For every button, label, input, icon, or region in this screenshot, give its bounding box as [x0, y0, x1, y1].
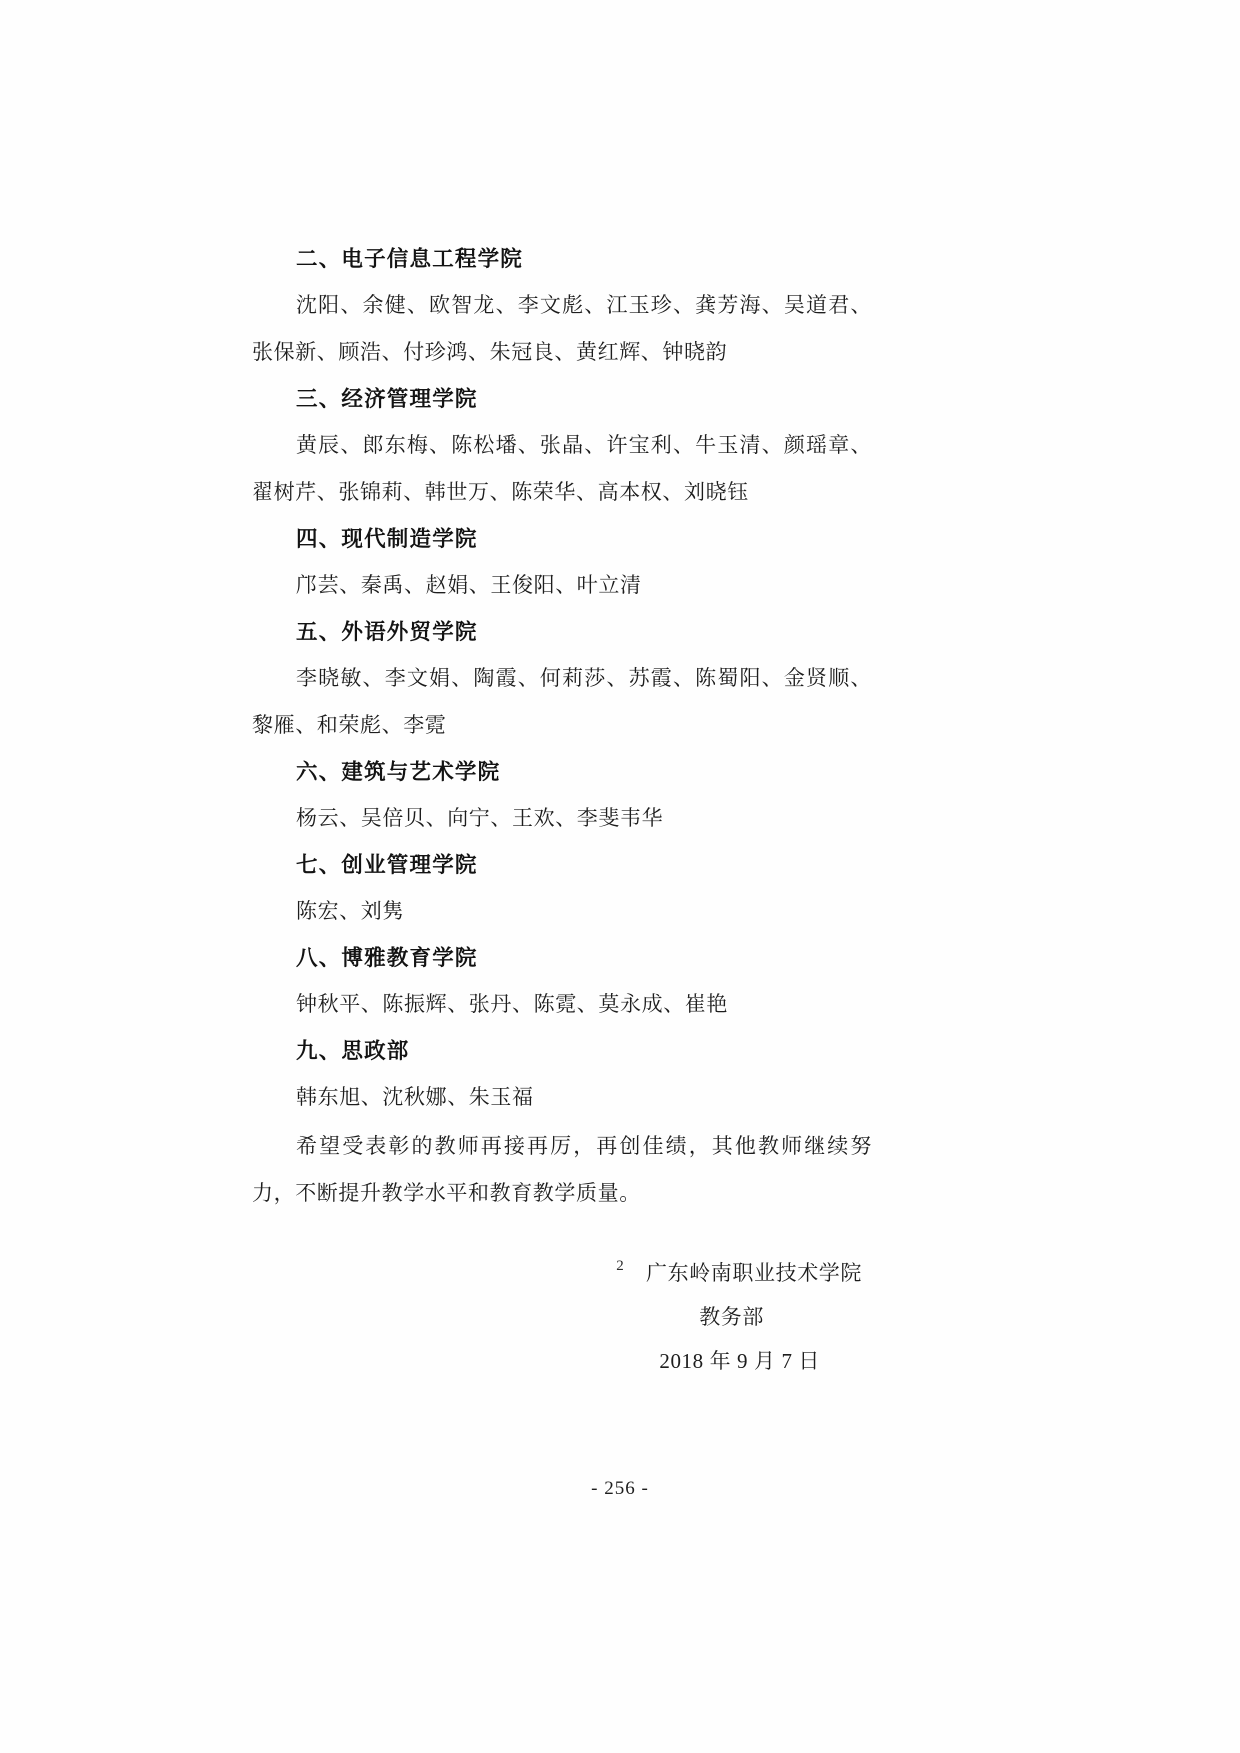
- section-heading: 四、现代制造学院: [296, 527, 478, 552]
- section-heading: 二、电子信息工程学院: [296, 247, 524, 272]
- section-name-list: 邝芸、秦禹、赵娟、王俊阳、叶立清: [296, 573, 642, 597]
- document-body: [252, 238, 872, 1383]
- section-heading: 三、经济管理学院: [296, 387, 478, 412]
- closing-paragraph: 希望受表彰的教师再接再厉，再创佳绩，其他教师继续努力，不断提升教学水平和教育教学质量。: [252, 1134, 872, 1205]
- section-name-list: 沈阳、余健、欧智龙、李文彪、江玉珍、龚芳海、吴道君、张保新、顾浩、付珍鸿、朱冠良、黄红辉、钟晓韵: [252, 293, 872, 364]
- section-name-list: 李晓敏、李文娟、陶霞、何莉莎、苏霞、陈蜀阳、金贤顺、黎雁、和荣彪、李霓: [252, 666, 872, 737]
- section-modern-manufacturing: [252, 518, 872, 609]
- section-heading: 五、外语外贸学院: [296, 620, 478, 645]
- footer-page-number: - 256 -: [591, 1478, 649, 1499]
- section-name-list: 钟秋平、陈振辉、张丹、陈霓、莫永成、崔艳: [296, 992, 728, 1016]
- section-foreign-languages-trade: [252, 611, 872, 749]
- section-heading: 七、创业管理学院: [296, 853, 478, 878]
- section-liberal-arts-education: [252, 937, 872, 1028]
- section-name-list: 杨云、吴倍贝、向宁、王欢、李斐韦华: [296, 806, 664, 830]
- inner-page-number: 2: [616, 1258, 624, 1274]
- section-heading: 八、博雅教育学院: [296, 946, 478, 971]
- signature-department: 教务部: [699, 1305, 764, 1329]
- section-name-list: 陈宏、刘隽: [296, 899, 404, 923]
- section-architecture-art: [252, 751, 872, 842]
- section-electronic-information: [252, 238, 872, 376]
- section-entrepreneurship-management: [252, 844, 872, 935]
- section-economic-management: [252, 378, 872, 516]
- signature-organization: 广东岭南职业技术学院: [646, 1261, 862, 1285]
- section-name-list: 黄辰、郎东梅、陈松墦、张晶、许宝利、牛玉清、颜瑶章、翟树芹、张锦莉、韩世万、陈荣华、高本权、刘晓钰: [252, 433, 872, 504]
- section-name-list: 韩东旭、沈秋娜、朱玉福: [296, 1085, 534, 1109]
- section-heading: 九、思政部: [296, 1039, 410, 1064]
- section-ideological-politics: [252, 1030, 872, 1121]
- section-heading: 六、建筑与艺术学院: [296, 760, 501, 785]
- signature-date: 2018 年 9 月 7 日: [659, 1349, 820, 1373]
